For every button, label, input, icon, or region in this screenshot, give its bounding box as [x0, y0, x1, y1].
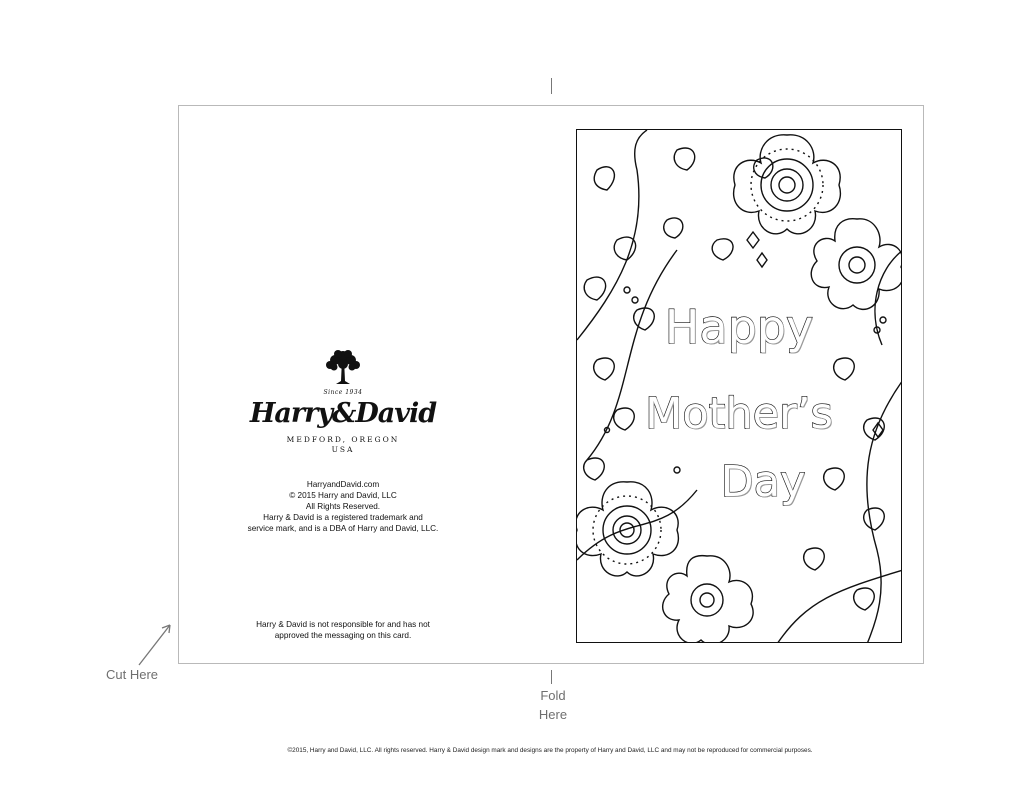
copyright-text: © 2015 Harry and David, LLC [289, 491, 397, 500]
greeting-line-2: Mother’s [645, 389, 833, 439]
brand-country: USA [331, 445, 355, 454]
tree-icon [323, 346, 363, 386]
disclaimer-line-2: approved the messaging on this card. [274, 631, 412, 640]
website-text: HarryandDavid.com [306, 480, 380, 489]
footer-copyright: ©2015, Harry and David, LLC. All rights reserved. Harry & David design mark and designs are the property of Harry and David, LLC and may not be reproduced for commercial purposes. [287, 747, 813, 754]
greeting-line-1: Happy [664, 300, 814, 354]
trademark-text-2: service mark, and is a DBA of Harry and David, LLC. [247, 524, 439, 533]
since-label: Since 1934 [323, 389, 363, 396]
fold-mark-top [551, 78, 552, 94]
fold-mark-bottom [551, 670, 552, 684]
copyright-info [232, 479, 454, 534]
rights-text: All Rights Reserved. [305, 502, 381, 511]
trademark-text-1: Harry & David is a registered trademark and [263, 513, 423, 522]
fold-label-line-2: Here [538, 707, 568, 722]
card-front [576, 129, 902, 643]
brand-wordmark: Harry&David [249, 398, 437, 429]
brand-city: MEDFORD, OREGON [286, 435, 400, 444]
cut-here-label: Cut Here [106, 667, 159, 682]
floral-illustration [577, 130, 902, 643]
disclaimer [232, 619, 454, 641]
disclaimer-line-1: Harry & David is not responsible for and has not [256, 620, 430, 629]
brand-logo [248, 346, 438, 454]
fold-here-label [523, 686, 583, 724]
greeting-line-3: Day [720, 457, 806, 507]
cut-arrow-icon [136, 620, 176, 668]
fold-label-line-1: Fold [540, 688, 566, 703]
